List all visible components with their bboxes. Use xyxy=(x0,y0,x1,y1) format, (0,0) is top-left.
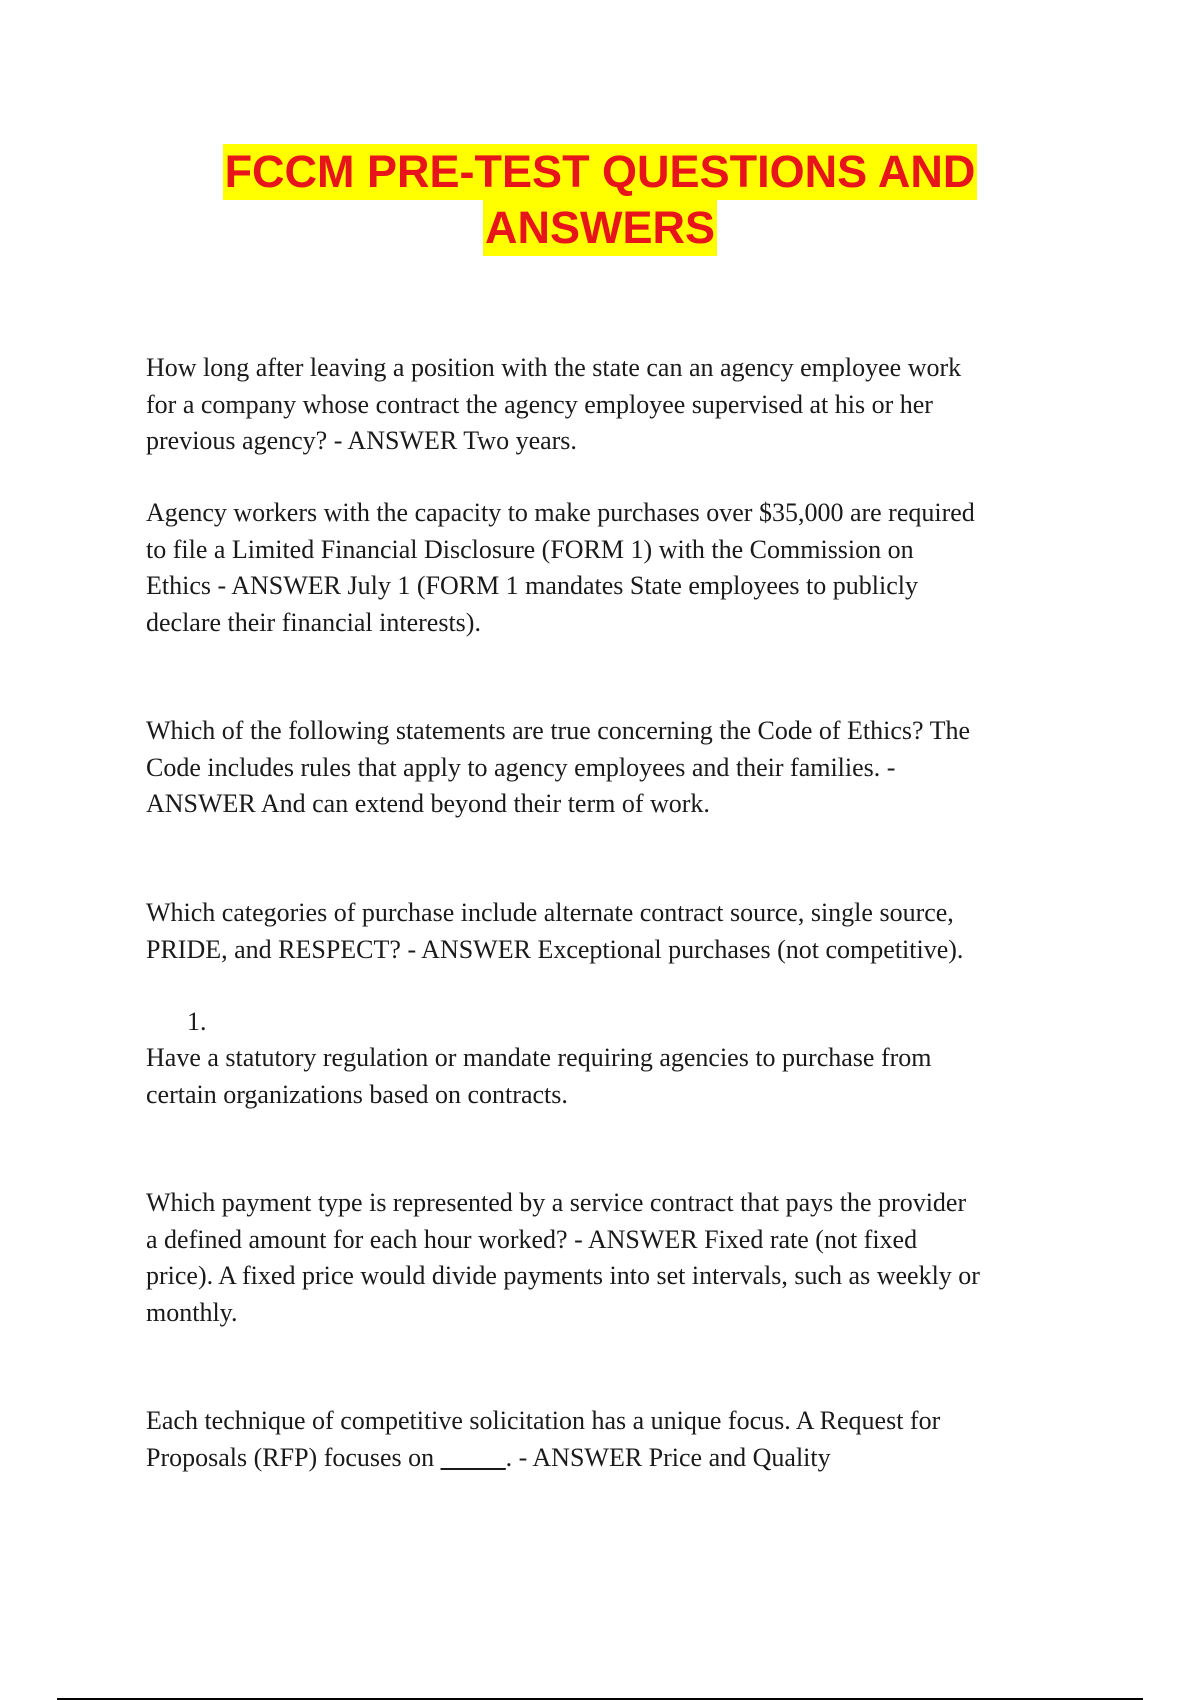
question-answer-4 xyxy=(146,895,1076,968)
text-line: Code includes rules that apply to agency employees and their families. - xyxy=(146,752,896,782)
text-line: for a company whose contract the agency employee supervised at his or her xyxy=(146,389,933,419)
text-run: . - ANSWER Price and Quality xyxy=(505,1442,831,1472)
text-line: Have a statutory regulation or mandate requiring agencies to purchase from xyxy=(146,1043,932,1072)
text-line: Which payment type is represented by a service contract that pays the provider xyxy=(146,1188,967,1217)
title-line-1: FCCM PRE-TEST QUESTIONS AND xyxy=(223,144,978,200)
list-number: 1. xyxy=(187,1007,207,1036)
text-line: PRIDE, and RESPECT? - ANSWER Exceptional purchases (not competitive). xyxy=(146,934,964,964)
question-answer-5 xyxy=(146,1185,1076,1331)
text-line: to file a Limited Financial Disclosure (FORM 1) with the Commission on xyxy=(146,534,914,564)
text-line: a defined amount for each hour worked? - ANSWER Fixed rate (not fixed xyxy=(146,1224,918,1254)
question-answer-1 xyxy=(146,350,1076,460)
text-run: Proposals (RFP) focuses on xyxy=(146,1442,441,1472)
text-line: previous agency? - ANSWER Two years. xyxy=(146,426,577,455)
question-answer-2 xyxy=(146,495,1076,641)
text-line: How long after leaving a position with the state can an agency employee work xyxy=(146,353,962,382)
question-answer-6 xyxy=(146,1403,1076,1476)
text-line: monthly. xyxy=(146,1297,238,1327)
text-line: ANSWER And can extend beyond their term of work. xyxy=(146,789,710,818)
text-line: price). A fixed price would divide payments into set intervals, such as weekly or xyxy=(146,1261,980,1290)
text-line: declare their financial interests). xyxy=(146,607,481,637)
text-line: certain organizations based on contracts. xyxy=(146,1079,568,1109)
text-line: Which of the following statements are true concerning the Code of Ethics? The xyxy=(146,716,971,745)
text-line: Ethics - ANSWER July 1 (FORM 1 mandates State employees to publicly xyxy=(146,571,918,600)
question-answer-3 xyxy=(146,713,1076,823)
text-line xyxy=(146,1440,1076,1477)
text-line: Which categories of purchase include alternate contract source, single source, xyxy=(146,898,954,927)
text-line: Each technique of competitive solicitation has a unique focus. A Request for xyxy=(146,1406,941,1435)
document-title xyxy=(0,144,1200,256)
fill-in-blank: _____ xyxy=(440,1442,506,1472)
title-line-2: ANSWERS xyxy=(483,200,717,256)
list-item-1 xyxy=(146,1040,1076,1113)
text-line: Agency workers with the capacity to make purchases over $35,000 are required xyxy=(146,498,975,527)
